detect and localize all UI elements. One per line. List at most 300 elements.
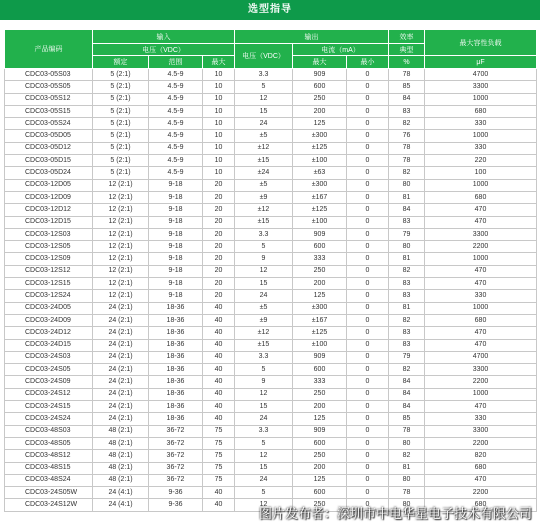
cell-output-voltage: 15 xyxy=(235,278,293,290)
cell-input-max: 40 xyxy=(203,364,235,376)
cell-output-voltage: ±24 xyxy=(235,167,293,179)
cell-input-range: 4.5-9 xyxy=(149,81,203,93)
cell-current-max: ±300 xyxy=(293,130,347,142)
cell-current-max: ±300 xyxy=(293,302,347,314)
cell-input-max: 10 xyxy=(203,81,235,93)
cell-input-rated: 12 (2:1) xyxy=(93,191,149,203)
table-row xyxy=(5,142,537,154)
cell-max-cap: 2200 xyxy=(425,437,537,449)
cell-current-max: 600 xyxy=(293,487,347,499)
cell-output-voltage: 15 xyxy=(235,105,293,117)
cell-current-max: 333 xyxy=(293,376,347,388)
cell-input-range: 9-18 xyxy=(149,204,203,216)
cell-max-cap: 470 xyxy=(425,265,537,277)
cell-input-max: 40 xyxy=(203,314,235,326)
cell-current-max: ±167 xyxy=(293,314,347,326)
cell-current-min: 0 xyxy=(347,228,389,240)
cell-current-min: 0 xyxy=(347,265,389,277)
cell-efficiency: 80 xyxy=(389,474,425,486)
header-output: 输出 xyxy=(235,30,389,44)
table-row xyxy=(5,413,537,425)
cell-current-min: 0 xyxy=(347,290,389,302)
cell-max-cap: 330 xyxy=(425,413,537,425)
cell-current-min: 0 xyxy=(347,241,389,253)
cell-current-max: ±125 xyxy=(293,142,347,154)
cell-max-cap: 1000 xyxy=(425,388,537,400)
cell-max-cap: 470 xyxy=(425,204,537,216)
cell-current-min: 0 xyxy=(347,118,389,130)
cell-max-cap: 680 xyxy=(425,191,537,203)
cell-efficiency: 81 xyxy=(389,302,425,314)
cell-model: CDC03-12S24 xyxy=(5,290,93,302)
cell-efficiency: 76 xyxy=(389,130,425,142)
cell-current-min: 0 xyxy=(347,327,389,339)
cell-model: CDC03-12S09 xyxy=(5,253,93,265)
cell-input-range: 18-36 xyxy=(149,376,203,388)
cell-input-rated: 48 (2:1) xyxy=(93,437,149,449)
cell-input-max: 75 xyxy=(203,425,235,437)
table-row xyxy=(5,401,537,413)
cell-current-max: 125 xyxy=(293,474,347,486)
header-input-voltage: 电压（VDC） xyxy=(93,44,235,56)
cell-output-voltage: 24 xyxy=(235,474,293,486)
cell-max-cap: 2200 xyxy=(425,241,537,253)
cell-current-max: ±300 xyxy=(293,179,347,191)
cell-input-rated: 5 (2:1) xyxy=(93,142,149,154)
cell-input-max: 10 xyxy=(203,142,235,154)
cell-input-rated: 5 (2:1) xyxy=(93,130,149,142)
cell-current-min: 0 xyxy=(347,437,389,449)
cell-model: CDC03-12S05 xyxy=(5,241,93,253)
table-row xyxy=(5,425,537,437)
cell-current-min: 0 xyxy=(347,462,389,474)
cell-input-max: 20 xyxy=(203,204,235,216)
cell-input-range: 4.5-9 xyxy=(149,105,203,117)
cell-max-cap: 2200 xyxy=(425,376,537,388)
cell-input-range: 9-36 xyxy=(149,487,203,499)
cell-current-min: 0 xyxy=(347,450,389,462)
cell-input-range: 9-18 xyxy=(149,179,203,191)
table-row xyxy=(5,253,537,265)
cell-input-range: 18-36 xyxy=(149,351,203,363)
cell-efficiency: 81 xyxy=(389,462,425,474)
cell-input-range: 4.5-9 xyxy=(149,69,203,81)
cell-input-range: 18-36 xyxy=(149,401,203,413)
cell-input-max: 20 xyxy=(203,191,235,203)
table-row xyxy=(5,339,537,351)
cell-max-cap: 680 xyxy=(425,105,537,117)
cell-current-min: 0 xyxy=(347,81,389,93)
cell-input-range: 9-18 xyxy=(149,228,203,240)
header-output-voltage: 电压（VDC） xyxy=(235,44,293,69)
header-current-max: 最大 xyxy=(293,56,347,69)
cell-current-max: ±100 xyxy=(293,155,347,167)
cell-max-cap: 1000 xyxy=(425,302,537,314)
cell-model: CDC03-05D24 xyxy=(5,167,93,179)
cell-input-range: 4.5-9 xyxy=(149,142,203,154)
cell-efficiency: 82 xyxy=(389,118,425,130)
table-row xyxy=(5,105,537,117)
cell-input-max: 40 xyxy=(203,327,235,339)
cell-input-rated: 12 (2:1) xyxy=(93,179,149,191)
cell-model: CDC03-05D15 xyxy=(5,155,93,167)
cell-input-rated: 5 (2:1) xyxy=(93,167,149,179)
cell-efficiency: 79 xyxy=(389,228,425,240)
cell-input-range: 9-18 xyxy=(149,191,203,203)
cell-current-min: 0 xyxy=(347,204,389,216)
cell-efficiency: 82 xyxy=(389,364,425,376)
table-row xyxy=(5,241,537,253)
cell-output-voltage: 24 xyxy=(235,290,293,302)
cell-current-min: 0 xyxy=(347,130,389,142)
cell-efficiency: 83 xyxy=(389,327,425,339)
cell-input-range: 36-72 xyxy=(149,462,203,474)
cell-input-range: 9-36 xyxy=(149,499,203,511)
cell-input-max: 20 xyxy=(203,290,235,302)
cell-output-voltage: ±12 xyxy=(235,142,293,154)
cell-current-max: ±125 xyxy=(293,327,347,339)
table-row xyxy=(5,327,537,339)
cell-input-max: 10 xyxy=(203,155,235,167)
cell-current-max: 333 xyxy=(293,253,347,265)
cell-efficiency: 84 xyxy=(389,388,425,400)
cell-input-rated: 12 (2:1) xyxy=(93,241,149,253)
table-row xyxy=(5,265,537,277)
cell-current-min: 0 xyxy=(347,499,389,511)
table-row xyxy=(5,462,537,474)
cell-max-cap: 220 xyxy=(425,155,537,167)
cell-model: CDC03-24S12 xyxy=(5,388,93,400)
cell-efficiency: 83 xyxy=(389,216,425,228)
cell-current-max: 125 xyxy=(293,413,347,425)
cell-current-max: 909 xyxy=(293,351,347,363)
cell-output-voltage: 5 xyxy=(235,487,293,499)
header-input-max: 最大 xyxy=(203,56,235,69)
cell-current-max: 909 xyxy=(293,228,347,240)
cell-model: CDC03-24D09 xyxy=(5,314,93,326)
cell-input-max: 75 xyxy=(203,437,235,449)
cell-model: CDC03-24S12W xyxy=(5,499,93,511)
cell-input-max: 75 xyxy=(203,474,235,486)
cell-current-min: 0 xyxy=(347,278,389,290)
cell-input-rated: 5 (2:1) xyxy=(93,118,149,130)
cell-input-rated: 48 (2:1) xyxy=(93,425,149,437)
table-row xyxy=(5,376,537,388)
cell-max-cap: 470 xyxy=(425,339,537,351)
cell-input-rated: 5 (2:1) xyxy=(93,155,149,167)
cell-max-cap: 4700 xyxy=(425,69,537,81)
cell-input-max: 20 xyxy=(203,216,235,228)
cell-current-min: 0 xyxy=(347,339,389,351)
header-output-current: 电流（mA） xyxy=(293,44,389,56)
cell-max-cap: 3300 xyxy=(425,228,537,240)
cell-input-rated: 5 (2:1) xyxy=(93,105,149,117)
cell-max-cap: 470 xyxy=(425,216,537,228)
cell-input-range: 9-18 xyxy=(149,216,203,228)
header-typical: 典型 xyxy=(389,44,425,56)
cell-current-max: ±100 xyxy=(293,339,347,351)
cell-current-max: 250 xyxy=(293,450,347,462)
cell-input-rated: 12 (2:1) xyxy=(93,278,149,290)
table-row xyxy=(5,155,537,167)
cell-model: CDC03-12D12 xyxy=(5,204,93,216)
cell-current-min: 0 xyxy=(347,314,389,326)
cell-input-range: 4.5-9 xyxy=(149,155,203,167)
cell-efficiency: 82 xyxy=(389,167,425,179)
cell-current-max: 200 xyxy=(293,462,347,474)
cell-current-max: 600 xyxy=(293,364,347,376)
cell-input-rated: 24 (2:1) xyxy=(93,388,149,400)
cell-current-max: 909 xyxy=(293,69,347,81)
cell-input-rated: 48 (2:1) xyxy=(93,462,149,474)
cell-input-max: 40 xyxy=(203,351,235,363)
cell-current-max: ±125 xyxy=(293,204,347,216)
cell-output-voltage: 3.3 xyxy=(235,351,293,363)
cell-model: CDC03-12S03 xyxy=(5,228,93,240)
cell-model: CDC03-24S05W xyxy=(5,487,93,499)
cell-input-max: 40 xyxy=(203,401,235,413)
cell-input-rated: 12 (2:1) xyxy=(93,290,149,302)
cell-input-rated: 24 (2:1) xyxy=(93,339,149,351)
cell-output-voltage: 12 xyxy=(235,499,293,511)
cell-efficiency: 79 xyxy=(389,351,425,363)
cell-model: CDC03-05S03 xyxy=(5,69,93,81)
table-row xyxy=(5,216,537,228)
cell-efficiency: 80 xyxy=(389,179,425,191)
cell-current-min: 0 xyxy=(347,302,389,314)
cell-model: CDC03-24S09 xyxy=(5,376,93,388)
cell-input-range: 9-18 xyxy=(149,278,203,290)
cell-input-rated: 24 (4:1) xyxy=(93,487,149,499)
cell-model: CDC03-48S03 xyxy=(5,425,93,437)
cell-max-cap: 1000 xyxy=(425,93,537,105)
cell-output-voltage: 5 xyxy=(235,364,293,376)
cell-efficiency: 81 xyxy=(389,253,425,265)
cell-input-max: 20 xyxy=(203,228,235,240)
cell-model: CDC03-12S12 xyxy=(5,265,93,277)
table-row xyxy=(5,290,537,302)
cell-model: CDC03-05S12 xyxy=(5,93,93,105)
cell-current-min: 0 xyxy=(347,179,389,191)
cell-output-voltage: ±15 xyxy=(235,216,293,228)
header-percent: % xyxy=(389,56,425,69)
cell-input-max: 10 xyxy=(203,105,235,117)
cell-input-rated: 24 (4:1) xyxy=(93,499,149,511)
cell-efficiency: 80 xyxy=(389,437,425,449)
cell-output-voltage: 5 xyxy=(235,437,293,449)
cell-input-max: 40 xyxy=(203,376,235,388)
cell-current-min: 0 xyxy=(347,105,389,117)
cell-model: CDC03-24S03 xyxy=(5,351,93,363)
cell-input-rated: 12 (2:1) xyxy=(93,253,149,265)
table-row xyxy=(5,191,537,203)
cell-model: CDC03-48S15 xyxy=(5,462,93,474)
cell-output-voltage: ±9 xyxy=(235,314,293,326)
cell-input-max: 20 xyxy=(203,179,235,191)
cell-input-max: 40 xyxy=(203,302,235,314)
cell-input-range: 36-72 xyxy=(149,425,203,437)
cell-input-range: 36-72 xyxy=(149,450,203,462)
cell-current-min: 0 xyxy=(347,474,389,486)
cell-input-max: 10 xyxy=(203,130,235,142)
header-max-capacitive-load: 最大容性负载 xyxy=(425,30,537,56)
cell-input-range: 36-72 xyxy=(149,474,203,486)
cell-model: CDC03-24S24 xyxy=(5,413,93,425)
cell-output-voltage: 12 xyxy=(235,265,293,277)
cell-output-voltage: ±15 xyxy=(235,339,293,351)
cell-model: CDC03-48S24 xyxy=(5,474,93,486)
cell-current-max: ±63 xyxy=(293,167,347,179)
cell-input-max: 40 xyxy=(203,339,235,351)
cell-output-voltage: 3.3 xyxy=(235,69,293,81)
table-row xyxy=(5,487,537,499)
cell-model: CDC03-05D12 xyxy=(5,142,93,154)
cell-input-rated: 12 (2:1) xyxy=(93,204,149,216)
cell-model: CDC03-48S12 xyxy=(5,450,93,462)
header-efficiency: 效率 xyxy=(389,30,425,44)
cell-input-rated: 24 (2:1) xyxy=(93,302,149,314)
cell-model: CDC03-12D09 xyxy=(5,191,93,203)
cell-output-voltage: ±12 xyxy=(235,327,293,339)
cell-input-range: 18-36 xyxy=(149,327,203,339)
cell-input-rated: 48 (2:1) xyxy=(93,450,149,462)
cell-output-voltage: 9 xyxy=(235,253,293,265)
cell-output-voltage: 3.3 xyxy=(235,228,293,240)
cell-current-min: 0 xyxy=(347,216,389,228)
cell-max-cap: 330 xyxy=(425,118,537,130)
cell-input-rated: 24 (2:1) xyxy=(93,401,149,413)
cell-input-rated: 48 (2:1) xyxy=(93,474,149,486)
cell-input-range: 9-18 xyxy=(149,290,203,302)
cell-output-voltage: 15 xyxy=(235,401,293,413)
table-row xyxy=(5,118,537,130)
cell-input-range: 4.5-9 xyxy=(149,118,203,130)
cell-current-min: 0 xyxy=(347,364,389,376)
cell-input-max: 20 xyxy=(203,241,235,253)
cell-efficiency: 78 xyxy=(389,142,425,154)
cell-output-voltage: ±5 xyxy=(235,179,293,191)
cell-max-cap: 1000 xyxy=(425,130,537,142)
cell-current-max: 600 xyxy=(293,241,347,253)
table-row xyxy=(5,179,537,191)
cell-current-max: 125 xyxy=(293,118,347,130)
cell-current-min: 0 xyxy=(347,191,389,203)
cell-efficiency: 78 xyxy=(389,155,425,167)
table-row xyxy=(5,204,537,216)
cell-max-cap: 2200 xyxy=(425,487,537,499)
table-row xyxy=(5,93,537,105)
cell-input-range: 9-18 xyxy=(149,265,203,277)
cell-input-rated: 12 (2:1) xyxy=(93,228,149,240)
cell-efficiency: 84 xyxy=(389,93,425,105)
cell-input-max: 10 xyxy=(203,118,235,130)
cell-current-min: 0 xyxy=(347,142,389,154)
cell-max-cap: 470 xyxy=(425,474,537,486)
cell-efficiency: 78 xyxy=(389,487,425,499)
cell-input-max: 75 xyxy=(203,450,235,462)
cell-max-cap: 3300 xyxy=(425,364,537,376)
cell-model: CDC03-12D15 xyxy=(5,216,93,228)
cell-efficiency: 84 xyxy=(389,204,425,216)
cell-model: CDC03-05S24 xyxy=(5,118,93,130)
cell-model: CDC03-05D05 xyxy=(5,130,93,142)
cell-input-max: 20 xyxy=(203,278,235,290)
cell-max-cap: 470 xyxy=(425,278,537,290)
cell-efficiency: 83 xyxy=(389,278,425,290)
cell-current-min: 0 xyxy=(347,401,389,413)
table-row xyxy=(5,130,537,142)
table-row xyxy=(5,474,537,486)
cell-current-max: 600 xyxy=(293,437,347,449)
cell-input-max: 10 xyxy=(203,93,235,105)
cell-input-range: 18-36 xyxy=(149,413,203,425)
cell-max-cap: 330 xyxy=(425,290,537,302)
cell-input-max: 10 xyxy=(203,167,235,179)
cell-input-max: 20 xyxy=(203,265,235,277)
cell-model: CDC03-24D12 xyxy=(5,327,93,339)
table-row xyxy=(5,228,537,240)
cell-input-range: 4.5-9 xyxy=(149,93,203,105)
header-current-min: 最小 xyxy=(347,56,389,69)
header-unit-uf: μF xyxy=(425,56,537,69)
cell-input-rated: 24 (2:1) xyxy=(93,327,149,339)
cell-input-rated: 5 (2:1) xyxy=(93,69,149,81)
cell-current-max: 200 xyxy=(293,105,347,117)
cell-model: CDC03-24D05 xyxy=(5,302,93,314)
cell-input-max: 40 xyxy=(203,413,235,425)
publisher-watermark: 图片发布者：深圳市中电华星电子技术有限公司 xyxy=(258,506,532,521)
cell-max-cap: 1000 xyxy=(425,253,537,265)
table-row xyxy=(5,278,537,290)
cell-efficiency: 83 xyxy=(389,290,425,302)
cell-model: CDC03-48S05 xyxy=(5,437,93,449)
table-row xyxy=(5,167,537,179)
table-row xyxy=(5,302,537,314)
cell-current-max: 250 xyxy=(293,499,347,511)
cell-output-voltage: 12 xyxy=(235,93,293,105)
table-body xyxy=(5,69,537,512)
table-row xyxy=(5,388,537,400)
cell-current-min: 0 xyxy=(347,253,389,265)
cell-efficiency: 78 xyxy=(389,69,425,81)
cell-efficiency: 83 xyxy=(389,339,425,351)
cell-current-min: 0 xyxy=(347,413,389,425)
cell-output-voltage: 12 xyxy=(235,388,293,400)
cell-max-cap: 3300 xyxy=(425,425,537,437)
cell-max-cap: 470 xyxy=(425,327,537,339)
cell-max-cap: 3300 xyxy=(425,81,537,93)
cell-max-cap: 680 xyxy=(425,499,537,511)
table-row xyxy=(5,314,537,326)
cell-output-voltage: 3.3 xyxy=(235,425,293,437)
header-input: 输入 xyxy=(93,30,235,44)
header-range: 范围 xyxy=(149,56,203,69)
cell-input-range: 4.5-9 xyxy=(149,167,203,179)
cell-current-max: 125 xyxy=(293,290,347,302)
cell-max-cap: 4700 xyxy=(425,351,537,363)
cell-model: CDC03-05S05 xyxy=(5,81,93,93)
cell-current-max: ±167 xyxy=(293,191,347,203)
cell-current-max: 200 xyxy=(293,401,347,413)
cell-efficiency: 84 xyxy=(389,376,425,388)
cell-current-min: 0 xyxy=(347,167,389,179)
cell-max-cap: 100 xyxy=(425,167,537,179)
cell-current-max: 600 xyxy=(293,81,347,93)
cell-current-min: 0 xyxy=(347,425,389,437)
table-row xyxy=(5,364,537,376)
cell-input-range: 18-36 xyxy=(149,314,203,326)
cell-output-voltage: 15 xyxy=(235,462,293,474)
